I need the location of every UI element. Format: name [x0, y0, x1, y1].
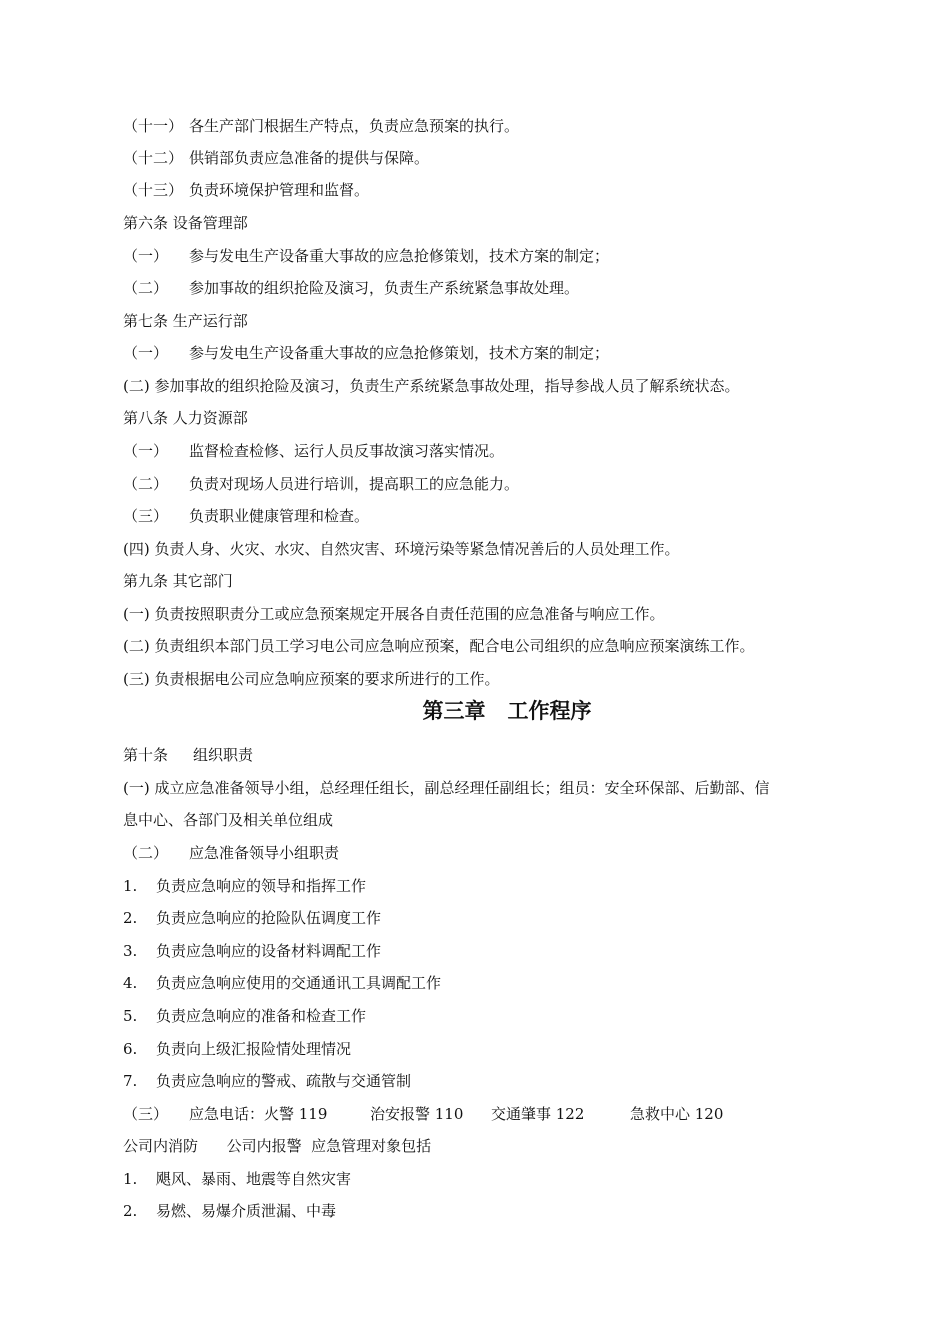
list-item: （二） 负责对现场人员进行培训，提高职工的应急能力。 — [123, 475, 520, 493]
list-item: （一） 监督检查检修、运行人员反事故演习落实情况。 — [123, 442, 505, 460]
list-item: (一) 成立应急准备领导小组，总经理任组长，副总经理任副组长；组员：安全环保部、后勤部、信 — [123, 779, 770, 797]
article-heading: 第九条 其它部门 — [123, 572, 233, 590]
emergency-phones: （三） 应急电话：火警 119 治安报警 110 交通肇事 122 急救中心 120 — [123, 1105, 724, 1123]
chapter-heading — [0, 697, 950, 725]
chapter-number: 第三章 — [422, 699, 486, 723]
list-item: (三) 负责根据电公司应急响应预案的要求所进行的工作。 — [123, 670, 500, 688]
list-item: （一） 参与发电生产设备重大事故的应急抢修策划，技术方案的制定； — [123, 247, 610, 265]
list-item: 5. 负责应急响应的准备和检查工作 — [123, 1007, 367, 1025]
traffic-phone: 交通肇事 122 — [491, 1105, 585, 1123]
list-item: （三） 负责职业健康管理和检查。 — [123, 507, 370, 525]
list-item: 1. 飓风、暴雨、地震等自然灾害 — [123, 1170, 352, 1188]
ambulance-phone: 急救中心 120 — [630, 1105, 724, 1123]
list-item: 1. 负责应急响应的领导和指挥工作 — [123, 877, 367, 895]
list-item: （一） 参与发电生产设备重大事故的应急抢修策划，技术方案的制定； — [123, 344, 610, 362]
list-item: （十一） 各生产部门根据生产特点，负责应急预案的执行。 — [123, 117, 520, 135]
list-item: 6. 负责向上级汇报险情处理情况 — [123, 1040, 352, 1058]
list-item: 4. 负责应急响应使用的交通通讯工具调配工作 — [123, 974, 442, 992]
article-heading: 第六条 设备管理部 — [123, 214, 248, 232]
list-item: （十二） 供销部负责应急准备的提供与保障。 — [123, 149, 430, 167]
chapter-title: 工作程序 — [507, 699, 592, 723]
list-item: （十三） 负责环境保护管理和监督。 — [123, 181, 370, 199]
list-item: 7. 负责应急响应的警戒、疏散与交通管制 — [123, 1072, 412, 1090]
list-item: （二） 应急准备领导小组职责 — [123, 844, 340, 862]
article-heading: 第八条 人力资源部 — [123, 409, 248, 427]
police-phone: 治安报警 110 — [370, 1105, 464, 1123]
list-item: (二) 参加事故的组织抢险及演习，负责生产系统紧急事故处理，指导参战人员了解系统状态。 — [123, 377, 740, 395]
list-item: 2. 易燃、易爆介质泄漏、中毒 — [123, 1202, 337, 1220]
list-item: (一) 负责按照职责分工或应急预案规定开展各自责任范围的应急准备与响应工作。 — [123, 605, 665, 623]
article-heading: 第十条 组织职责 — [123, 746, 254, 764]
list-item: 2. 负责应急响应的抢险队伍调度工作 — [123, 909, 382, 927]
fire-phone: 应急电话：火警 119 — [189, 1105, 328, 1123]
list-item: 3. 负责应急响应的设备材料调配工作 — [123, 942, 382, 960]
list-item: 息中心、各部门及相关单位组成 — [123, 811, 334, 829]
list-item: (四) 负责人身、火灾、水灾、自然灾害、环境污染等紧急情况善后的人员处理工作。 — [123, 540, 680, 558]
list-item: 公司内消防 公司内报警 应急管理对象包括 — [123, 1137, 432, 1155]
list-item: （二） 参加事故的组织抢险及演习，负责生产系统紧急事故处理。 — [123, 279, 580, 297]
article-heading: 第七条 生产运行部 — [123, 312, 248, 330]
list-item: (二) 负责组织本部门员工学习电公司应急响应预案，配合电公司组织的应急响应预案演练工作。 — [123, 637, 755, 655]
